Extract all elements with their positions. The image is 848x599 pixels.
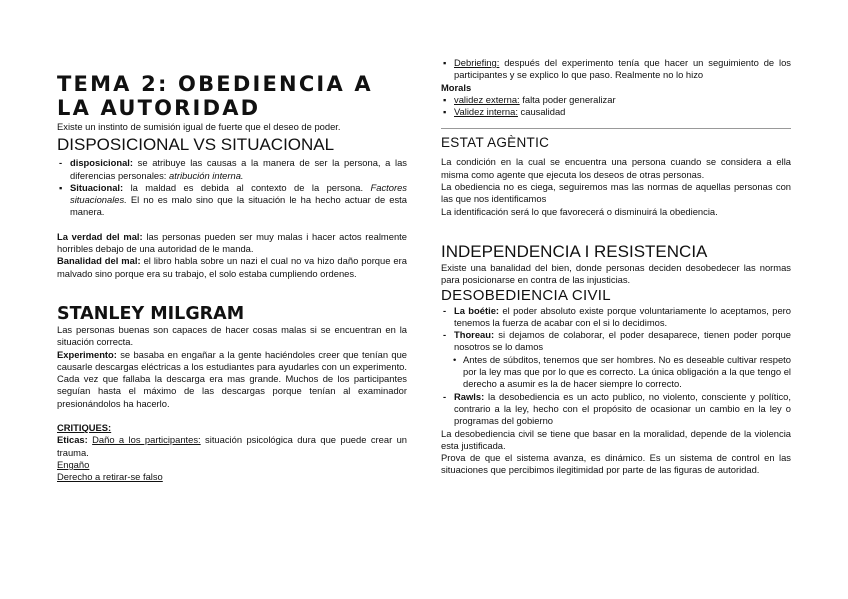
section-divider xyxy=(441,128,791,129)
list-item xyxy=(441,329,791,354)
underlined-term: validez externa: xyxy=(454,93,520,105)
experimento-paragraph xyxy=(57,349,407,410)
item-text: El no es malo sino que la situación le ha hecho actuar de esta manera. xyxy=(70,194,407,218)
text: el libro habla sobre un nazi el cual no va hizo daño porque era malvado sino porque era su trabajo, el solo estaba cumpliendo ordenes. xyxy=(57,255,407,279)
dash-marker: - xyxy=(443,304,447,316)
dash-marker: - xyxy=(443,390,447,402)
milgram-heading: STANLEY MILGRAM xyxy=(57,303,245,324)
term: Rawls: xyxy=(454,390,485,402)
list-item xyxy=(441,57,791,82)
engano-line: Engaño xyxy=(57,458,90,470)
text: se basaba en engañar a la gente haciéndoles creer que tenían que causarle descargas eléctricas a los estudiantes para ayudarles con un experimento. Cada vez que fallaba la descarga era mas grande. Muchos de los participantes seguían hasta el máximo de las descargas porque tenían al examinador presionándolos ha hacerlo. xyxy=(57,348,407,409)
term: Eticas: xyxy=(57,434,88,446)
list-item xyxy=(57,182,407,219)
bullet-marker: ▪ xyxy=(443,93,447,105)
term: Banalidad del mal: xyxy=(57,255,141,267)
estat-heading: ESTAT AGÈNTIC xyxy=(441,135,550,151)
critiques-heading: CRITIQUES: xyxy=(57,422,112,434)
list-item xyxy=(441,106,791,118)
morals-label: Morals xyxy=(441,81,472,93)
bullet-marker: ▪ xyxy=(443,57,447,68)
italic-text: Factores situacionales. xyxy=(70,181,407,206)
item-text: Antes de súbditos, tenemos que ser hombres. No es deseable cultivar respeto por la ley mas que por lo que es correcto. La única obligación a la que tengo el derecho a asumir es la de hacer siempre lo correcto. xyxy=(463,353,791,390)
right-column xyxy=(441,0,791,477)
italic-text: atribución interna. xyxy=(169,169,244,181)
term: Experimento: xyxy=(57,348,117,360)
estat-paragraph: La obediencia no es ciega, seguiremos mas las normas de aquellas personas con las que nos identificamos xyxy=(441,181,791,205)
estat-paragraph: La condición en la cual se encuentra una persona cuando se considera a ella misma como agente que ejecuta los deseos de otras personas. xyxy=(441,156,791,180)
page-title: TEMA 2: OBEDIENCIA A LA AUTORIDAD xyxy=(57,72,373,120)
indep-heading: INDEPENDENCIA I RESISTENCIA xyxy=(441,241,708,261)
item-text: se atribuye las causas a la manera de ser la persona, a las diferencias personales: xyxy=(70,157,407,181)
term: Thoreau: xyxy=(454,329,495,341)
disp-heading: DISPOSICIONAL VS SITUACIONAL xyxy=(57,135,335,155)
left-column xyxy=(57,0,407,484)
underlined-term: Validez interna: xyxy=(454,106,518,118)
dash-marker: - xyxy=(59,157,63,169)
dash-marker: - xyxy=(443,329,447,341)
list-item xyxy=(57,157,407,182)
text: situación psicológica dura que puede crear un trauma. xyxy=(57,434,407,458)
estat-paragraph: La identificación será lo que favorecerá o disminuirá la obediencia. xyxy=(441,205,718,217)
list-item xyxy=(441,391,791,428)
item-text: el poder absoluto existe porque voluntariamente lo aceptamos, pero tenemos la fuerza de acabar con el si lo decidimos. xyxy=(454,304,791,328)
bullet-marker: ▪ xyxy=(443,106,447,118)
sub-list-item xyxy=(441,354,791,391)
derecho-line: Derecho a retirar-se falso xyxy=(57,471,163,483)
item-text: si dejamos de colaborar, el poder desaparece, tienen poder porque nosotros se lo damos xyxy=(454,329,791,353)
indep-paragraph: Existe una banalidad del bien, donde personas deciden desobedecer las normas para posicionarse en contra de las injusticias. xyxy=(441,261,791,286)
milgram-paragraph: Las personas buenas son capaces de hacer cosas malas si se encuentran en la situación correcta. xyxy=(57,323,407,348)
underlined-term: Debriefing: xyxy=(454,57,500,68)
final-paragraph: La desobediencia civil se tiene que basar en la moralidad, depende de la violencia esta justificada. xyxy=(441,427,791,451)
item-text: causalidad xyxy=(517,106,566,118)
term: disposicional: xyxy=(70,157,134,169)
item-text: la desobediencia es un acto publico, no violento, consciente y político, contrario a la ley, hecho con el propósito de ocasionar un cambio en la ley o programas del gobierno xyxy=(454,390,791,427)
text: las personas pueden ser muy malas i hacer actos realmente horribles debajo de una autoridad de le manda. xyxy=(57,230,407,255)
item-text: falta poder generalizar xyxy=(519,93,616,105)
term: La boétie: xyxy=(454,304,500,316)
final-paragraph: Prova de que el sistema avanza, es dinámico. Es un sistema de control en las situaciones que percibimos ilegitimidad por parte de las figuras de autoridad. xyxy=(441,452,791,476)
term: La verdad del mal: xyxy=(57,230,143,242)
desob-heading: DESOBEDIENCIA CIVIL xyxy=(441,286,611,304)
list-item xyxy=(441,305,791,330)
item-text: la maldad es debida al contexto de la persona. xyxy=(123,181,371,193)
banalidad-paragraph xyxy=(57,255,407,280)
bullet-marker: ▪ xyxy=(59,181,63,193)
dot-marker: • xyxy=(453,353,457,365)
underlined-term: Daño a los participantes: xyxy=(92,434,201,446)
list-item xyxy=(441,94,791,106)
eticas-paragraph xyxy=(57,434,407,459)
verdad-paragraph xyxy=(57,231,407,256)
intro-paragraph: Existe un instinto de sumisión igual de fuerte que el deseo de poder. xyxy=(57,121,341,132)
term: Situacional: xyxy=(70,181,124,193)
item-text: después del experimento tenía que hacer un seguimiento de los participantes y se explico lo que paso. Realmente no lo hizo xyxy=(454,57,791,81)
